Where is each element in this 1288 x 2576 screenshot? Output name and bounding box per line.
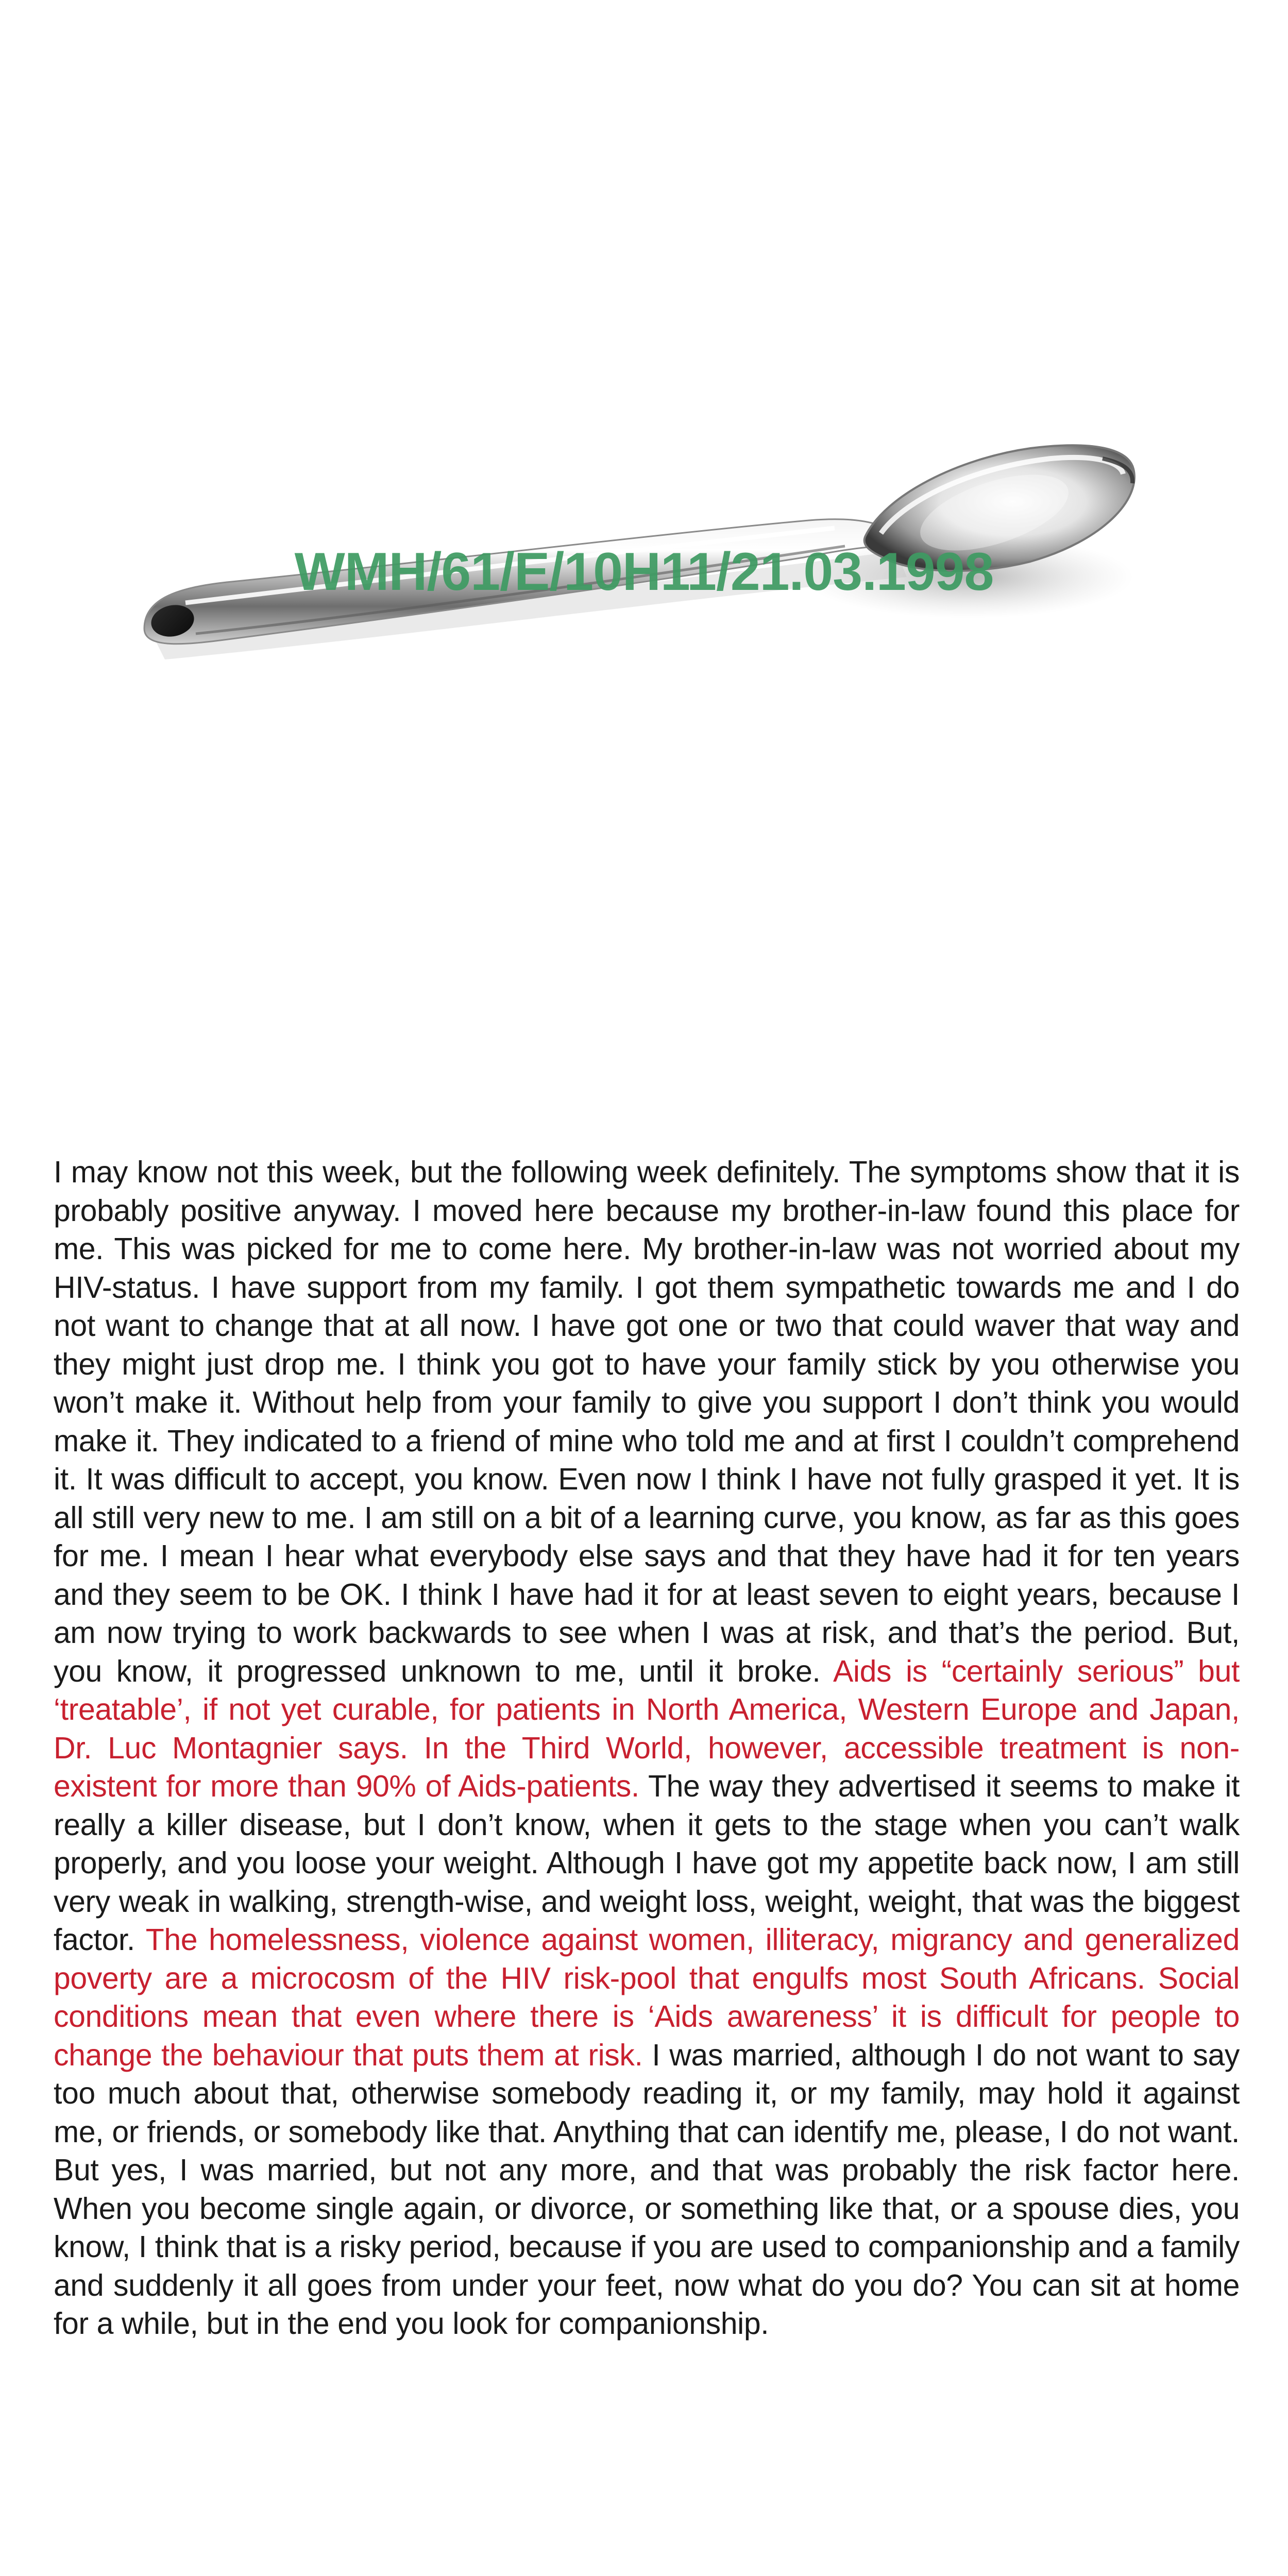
document-code: WMH/61/E/10H11/21.03.1998 xyxy=(294,542,994,602)
body-text xyxy=(54,1153,1240,2343)
text-segment: I was married, although I do not want to say too much about that, otherwise somebody reading it, or my family, may hold it against me, or friends, or somebody like that. Anything that can identify me, please, I do not want. But yes, I was married, but not any more, and that was probably the risk factor here. When you become single again, or divorce, or something like that, or a spouse dies, you know, I think that is a risky period, because if you are used to companionship and a family and suddenly it all goes from under your feet, now what do you do? You can sit at home for a while, but in the end you look for companionship. xyxy=(54,2038,1240,2341)
quote-segment: The homelessness, violence against women, illiteracy, migrancy and generalized poverty are a microcosm of the HIV risk-pool that engulfs most South Africans. Social conditions mean that even where there is ‘Aids awareness’ it is difficult for people to change the behaviour that puts them at risk. xyxy=(54,1923,1240,2072)
quote-segment: Aids is “certainly serious” but ‘treatable’, if not yet curable, for patients in North America, Western Europe and Japan, Dr. Luc Montagnier says. In the Third World, however, accessible treatment is non-existent for more than 90% of Aids-patients. xyxy=(54,1654,1240,1803)
text-segment: I may know not this week, but the following week definitely. The symptoms show that it is probably positive anyway. I moved here because my brother-in-law found this place for me. This was picked for me to come here. My brother-in-law was not worried about my HIV-status. I have support from my family. I got them sympathetic towards me and I do not want to change that at all now. I have got one or two that could waver that way and they might just drop me. I think you got to have your family stick by you otherwise you won’t make it. Without help from your family to give you support I don’t think you would make it. They indicated to a friend of mine who told me and at first I couldn’t comprehend it. It was difficult to accept, you know. Even now I think I have not fully grasped it yet. It is all still very new to me. I am still on a bit of a learning curve, you know, as far as this goes for me. I mean I hear what everybody else says and that they have had it for ten years and they seem to be OK. I think I have had it for at least seven to eight years, because I am now trying to work backwards to see when I was at risk, and that’s the period. But, you know, it progressed unknown to me, until it broke. xyxy=(54,1155,1240,1688)
text-segment: The way they advertised it seems to make it really a killer disease, but I don’t know, when it gets to the stage when you can’t walk properly, and you loose your weight. Although I have got my appetite back now, I am still very weak in walking, strength-wise, and weight loss, weight, weight, that was the biggest factor. xyxy=(54,1769,1240,1957)
